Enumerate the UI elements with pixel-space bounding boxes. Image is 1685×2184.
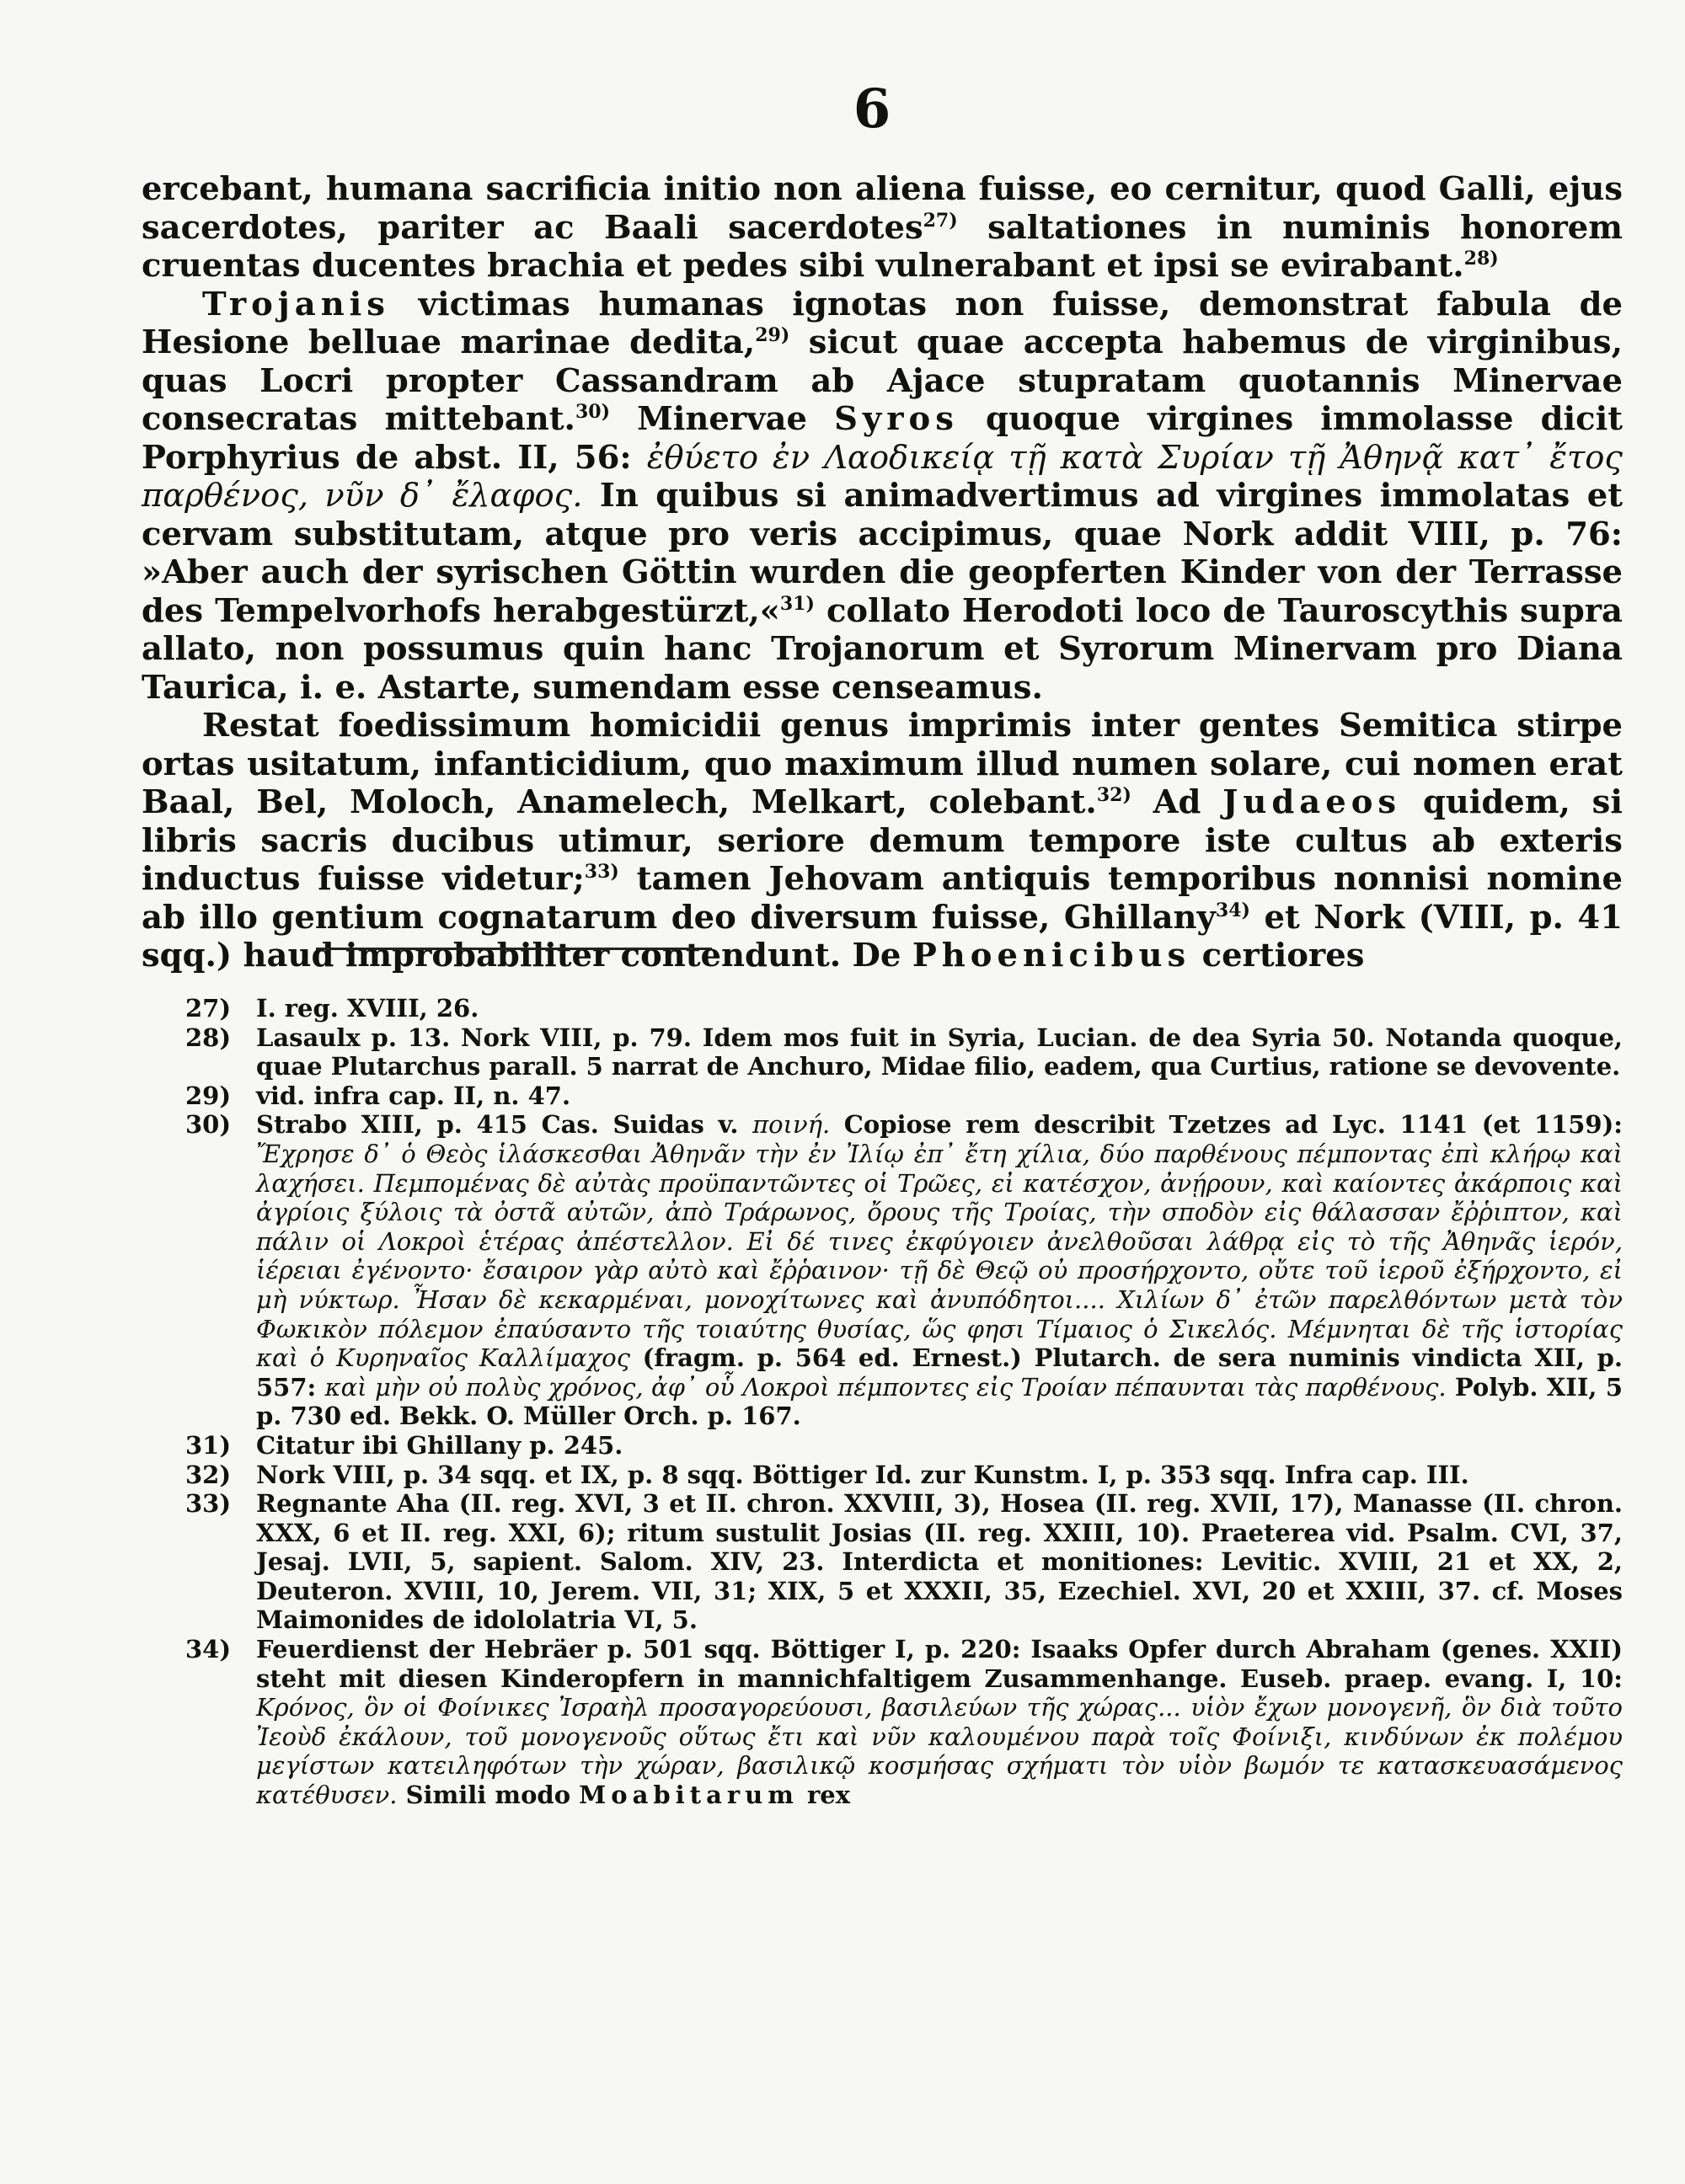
spaced-term: Syros	[834, 400, 959, 438]
footnote-ref-28[interactable]: 28)	[1463, 248, 1499, 270]
footnote	[185, 1081, 1623, 1111]
footnote-text: vid. infra cap. II, n. 47.	[256, 1081, 571, 1110]
text-run: quoque virgines immolasse dicit Porphyrius de abst. II, 56:	[142, 400, 1623, 477]
page-number: 6	[853, 77, 891, 141]
footnote-text: Feuerdienst der Hebräer p. 501 sqq. Böttiger I, p. 220: Isaaks Opfer durch Abraham (genes. XXII) steht mit diesen Kinderopfern in mannichfaltigem Zusammenhange. Euseb. praep. evang. I, 10:	[256, 1635, 1623, 1693]
paragraph-3	[142, 707, 1623, 975]
footnote-number: 31)	[185, 1430, 232, 1460]
text-run: saltationes in numinis honorem cruentas ducentes brachia et pedes sibi vulnerabant et ipsi se evirabant.	[142, 208, 1623, 285]
text-run: In quibus si animadvertimus ad virgines immolatas et cervam substitutam, atque pro veris accipimus, quae Nork addit VIII, p. 76: »Aber auch der syrischen Göttin wurden die geopferten Kinder von der Terrasse des Tempelvorhofs herabgestürzt,«	[142, 477, 1623, 630]
footnote	[185, 1023, 1623, 1081]
main-text	[142, 170, 1623, 975]
footnote	[185, 1431, 1623, 1460]
footnote	[185, 1110, 1623, 1431]
text-run: Minervae	[610, 400, 835, 438]
footnote	[185, 1460, 1623, 1490]
spaced-term: Judaeos	[1222, 783, 1402, 821]
footnote-text: Simili modo	[397, 1781, 580, 1810]
footnote-ref-29[interactable]: 29)	[755, 324, 790, 347]
footnote-text: Copiose rem describit Tzetzes ad Lyc. 1141 (et 1159):	[830, 1110, 1623, 1140]
text-run: victimas humanas ignotas non fuisse, demonstrat fabula de Hesione belluae marinae dedita,	[142, 285, 1623, 361]
footnote-text: Strabo XIII, p. 415 Cas. Suidas v.	[256, 1110, 753, 1140]
text-run: Ad	[1131, 783, 1223, 821]
paragraph-2	[142, 286, 1623, 708]
footnotes	[185, 994, 1623, 1810]
paragraph-1	[142, 170, 1623, 286]
text-run: sicut quae accepta habemus de virginibus, quas Locri propter Cassandram ab Ajace stupratam quotannis Minervae consecratas mittebant.	[142, 323, 1623, 438]
footnote-ref-34[interactable]: 34)	[1215, 899, 1250, 921]
text-run: ercebant, humana sacrificia initio non aliena fuisse, eo cernitur, quod Galli, ejus sacerdotes, pariter ac Baali sacerdotes	[142, 170, 1623, 247]
footnote-ref-27[interactable]: 27)	[923, 209, 958, 232]
footnote-text: (fragm. p. 564 ed. Ernest.) Plutarch. de sera numinis vindicta XII, p. 557:	[256, 1343, 1623, 1402]
footnote	[185, 1489, 1623, 1635]
footnote-number: 33)	[185, 1489, 232, 1519]
footnote-text: Nork VIII, p. 34 sqq. et IX, p. 8 sqq. Böttiger Id. zur Kunstm. I, p. 353 sqq. Infra cap. III.	[256, 1460, 1469, 1489]
footnote	[185, 994, 1623, 1023]
greek-quote: Ἔχρησε δ᾽ ὁ Θεὸς ἱλάσκεσθαι Ἀθηνᾶν τὴν ἐν Ἰλίῳ ἐπ᾽ ἔτη χίλια, δύο παρθένους πέμποντας ἐπὶ κλήρῳ καὶ λαχήσει. Πεμπομένας δὲ αὐτὰς προϋπαντῶντες οἱ Τρῶες, εἰ κατέσχον, ἀνῄρουν, καὶ καίοντες ἀκάρποις καὶ ἀγρίοις ξύλοις τὰ ὀστᾶ αὐτῶν, ἀπὸ Τράρωνος, ὄρους τῆς Τροίας, τὴν σποδὸν εἰς θάλασσαν ἔῤῥιπτον, καὶ πάλιν οἱ Λοκροὶ ἑτέρας ἀπέστελλον. Εἰ δέ τινες ἐκφύγοιεν ἀνελθοῦσαι λάθρᾳ εἰς τὸ τῆς Ἀθηνᾶς ἱερόν, ἱέρειαι ἐγένοντο· ἔσαιρον γὰρ αὐτὸ καὶ ἔῤῥαινον· τῇ δὲ Θεῷ οὐ προσήρχοντο, οὔτε τοῦ ἱεροῦ ἐξήρχοντο, εἰ μὴ νύκτωρ. Ἦσαν δὲ κεκαρμέναι, μονοχίτωνες καὶ ἀνυπόδητοι.... Χιλίων δ᾽ ἐτῶν παρελθόντων μετὰ τὸν Φωκικὸν πόλεμον ἐπαύσαντο τῆς τοιαύτης θυσίας, ὥς φησι Τίμαιος ὁ Σικελός. Μέμνηται δὲ τῆς ἱστορίας καὶ ὁ Κυρηναῖος Καλλίμαχος	[256, 1139, 1623, 1373]
spaced-term: Moabitarum	[579, 1781, 799, 1810]
footnote-text: Citatur ibi Ghillany p. 245.	[256, 1430, 623, 1460]
footnote-text: Lasaulx p. 13. Nork VIII, p. 79. Idem mos fuit in Syria, Lucian. de dea Syria 50. Notanda quoque, quae Plutarchus parall. 5 narrat de Anchuro, Midae filio, eadem, qua Curtius, ratione se devovente.	[256, 1023, 1623, 1081]
text-run: et Nork (VIII, p. 41 sqq.) haud improbabiliter contendunt. De	[142, 898, 1623, 975]
text-run: Restat foedissimum homicidii genus imprimis inter gentes Semitica stirpe ortas usitatum, infanticidium, quo maximum illud numen solare, cui nomen erat Baal, Bel, Moloch, Anamelech, Melkart, colebant.	[142, 707, 1623, 821]
footnote-number: 29)	[185, 1081, 232, 1110]
footnote	[185, 1635, 1623, 1810]
text-run: collato Herodoti loco de Tauroscythis supra allato, non possumus quin hanc Trojanorum et Syrorum Minervam pro Diana Taurica, i. e. Astarte, sumendam esse censeamus.	[142, 591, 1623, 707]
footnote-text: I. reg. XVIII, 26.	[256, 994, 479, 1023]
footnote-ref-31[interactable]: 31)	[779, 592, 815, 615]
spaced-term: Trojanis	[202, 285, 390, 323]
greek-quote: ἐθύετο ἐν Λαοδικείᾳ τῇ κατὰ Συρίαν τῇ Ἀθηνᾷ κατ᾽ ἔτος παρθένος, νῦν δ᾽ ἔλαφος.	[142, 438, 1623, 515]
text-run: certiores	[1190, 937, 1365, 975]
footnote-number: 30)	[185, 1110, 232, 1140]
footnote-ref-33[interactable]: 33)	[584, 861, 619, 884]
footnote-text: rex	[798, 1781, 851, 1810]
footnote-separator	[316, 948, 712, 950]
footnote-number: 28)	[185, 1023, 232, 1052]
footnote-ref-32[interactable]: 32)	[1096, 784, 1131, 807]
greek-quote: ποινή.	[752, 1110, 831, 1140]
text-run: quidem, si libris sacris ducibus utimur, seriore demum tempore iste cultus ab exteris inductus fuisse videtur;	[142, 783, 1623, 898]
footnote-text: Polyb. XII, 5 p. 730 ed. Bekk. O. Müller Orch. p. 167.	[256, 1372, 1623, 1431]
greek-quote: Κρόνος, ὃν οἱ Φοίνικες Ἰσραὴλ προσαγορεύουσι, βασιλεύων τῆς χώρας... υἱὸν ἔχων μονογενῆ, ὃν διὰ τοῦτο Ἰεοὺδ ἐκάλουν, τοῦ μονογενοῦς οὕτως ἔτι καὶ νῦν καλουμένου παρὰ τοῖς Φοίνιξι, κινδύνων ἐκ πολέμου μεγίστων κατειληφότων τὴν χώραν, βασιλικῷ κοσμήσας σχήματι τὸν υἱὸν βωμόν τε κατασκευασάμενος κατέθυσεν.	[256, 1693, 1623, 1810]
footnote-number: 32)	[185, 1460, 232, 1489]
footnote-number: 34)	[185, 1635, 232, 1664]
spaced-term: Phoenicibus	[912, 937, 1191, 975]
text-run: tamen Jehovam antiquis temporibus nonnisi nomine ab illo gentium cognatarum deo diversum fuisse, Ghillany	[142, 860, 1623, 937]
greek-quote: καὶ μὴν οὐ πολὺς χρόνος, ἀφ᾽ οὗ Λοκροὶ πέμποντες εἰς Τροίαν πέπαυνται τὰς παρθένους.	[324, 1372, 1447, 1402]
footnote-number: 27)	[185, 994, 232, 1023]
footnote-ref-30[interactable]: 30)	[575, 401, 610, 424]
footnote-text: Regnante Aha (II. reg. XVI, 3 et II. chron. XXVIII, 3), Hosea (II. reg. XVII, 17), Manasse (II. chron. XXX, 6 et II. reg. XXI, 6); ritum sustulit Josias (II. reg. XXIII, 10). Praeterea vid. Psalm. CVI, 37, Jesaj. LVII, 5, sapient. Salom. XIV, 23. Interdicta et monitiones: Levitic. XVIII, 21 et XX, 2, Deuteron. XVIII, 10, Jerem. VII, 31; XIX, 5 et XXXII, 35, Ezechiel. XVI, 20 et XXIII, 37. cf. Moses Maimonides de idololatria VI, 5.	[256, 1489, 1623, 1635]
